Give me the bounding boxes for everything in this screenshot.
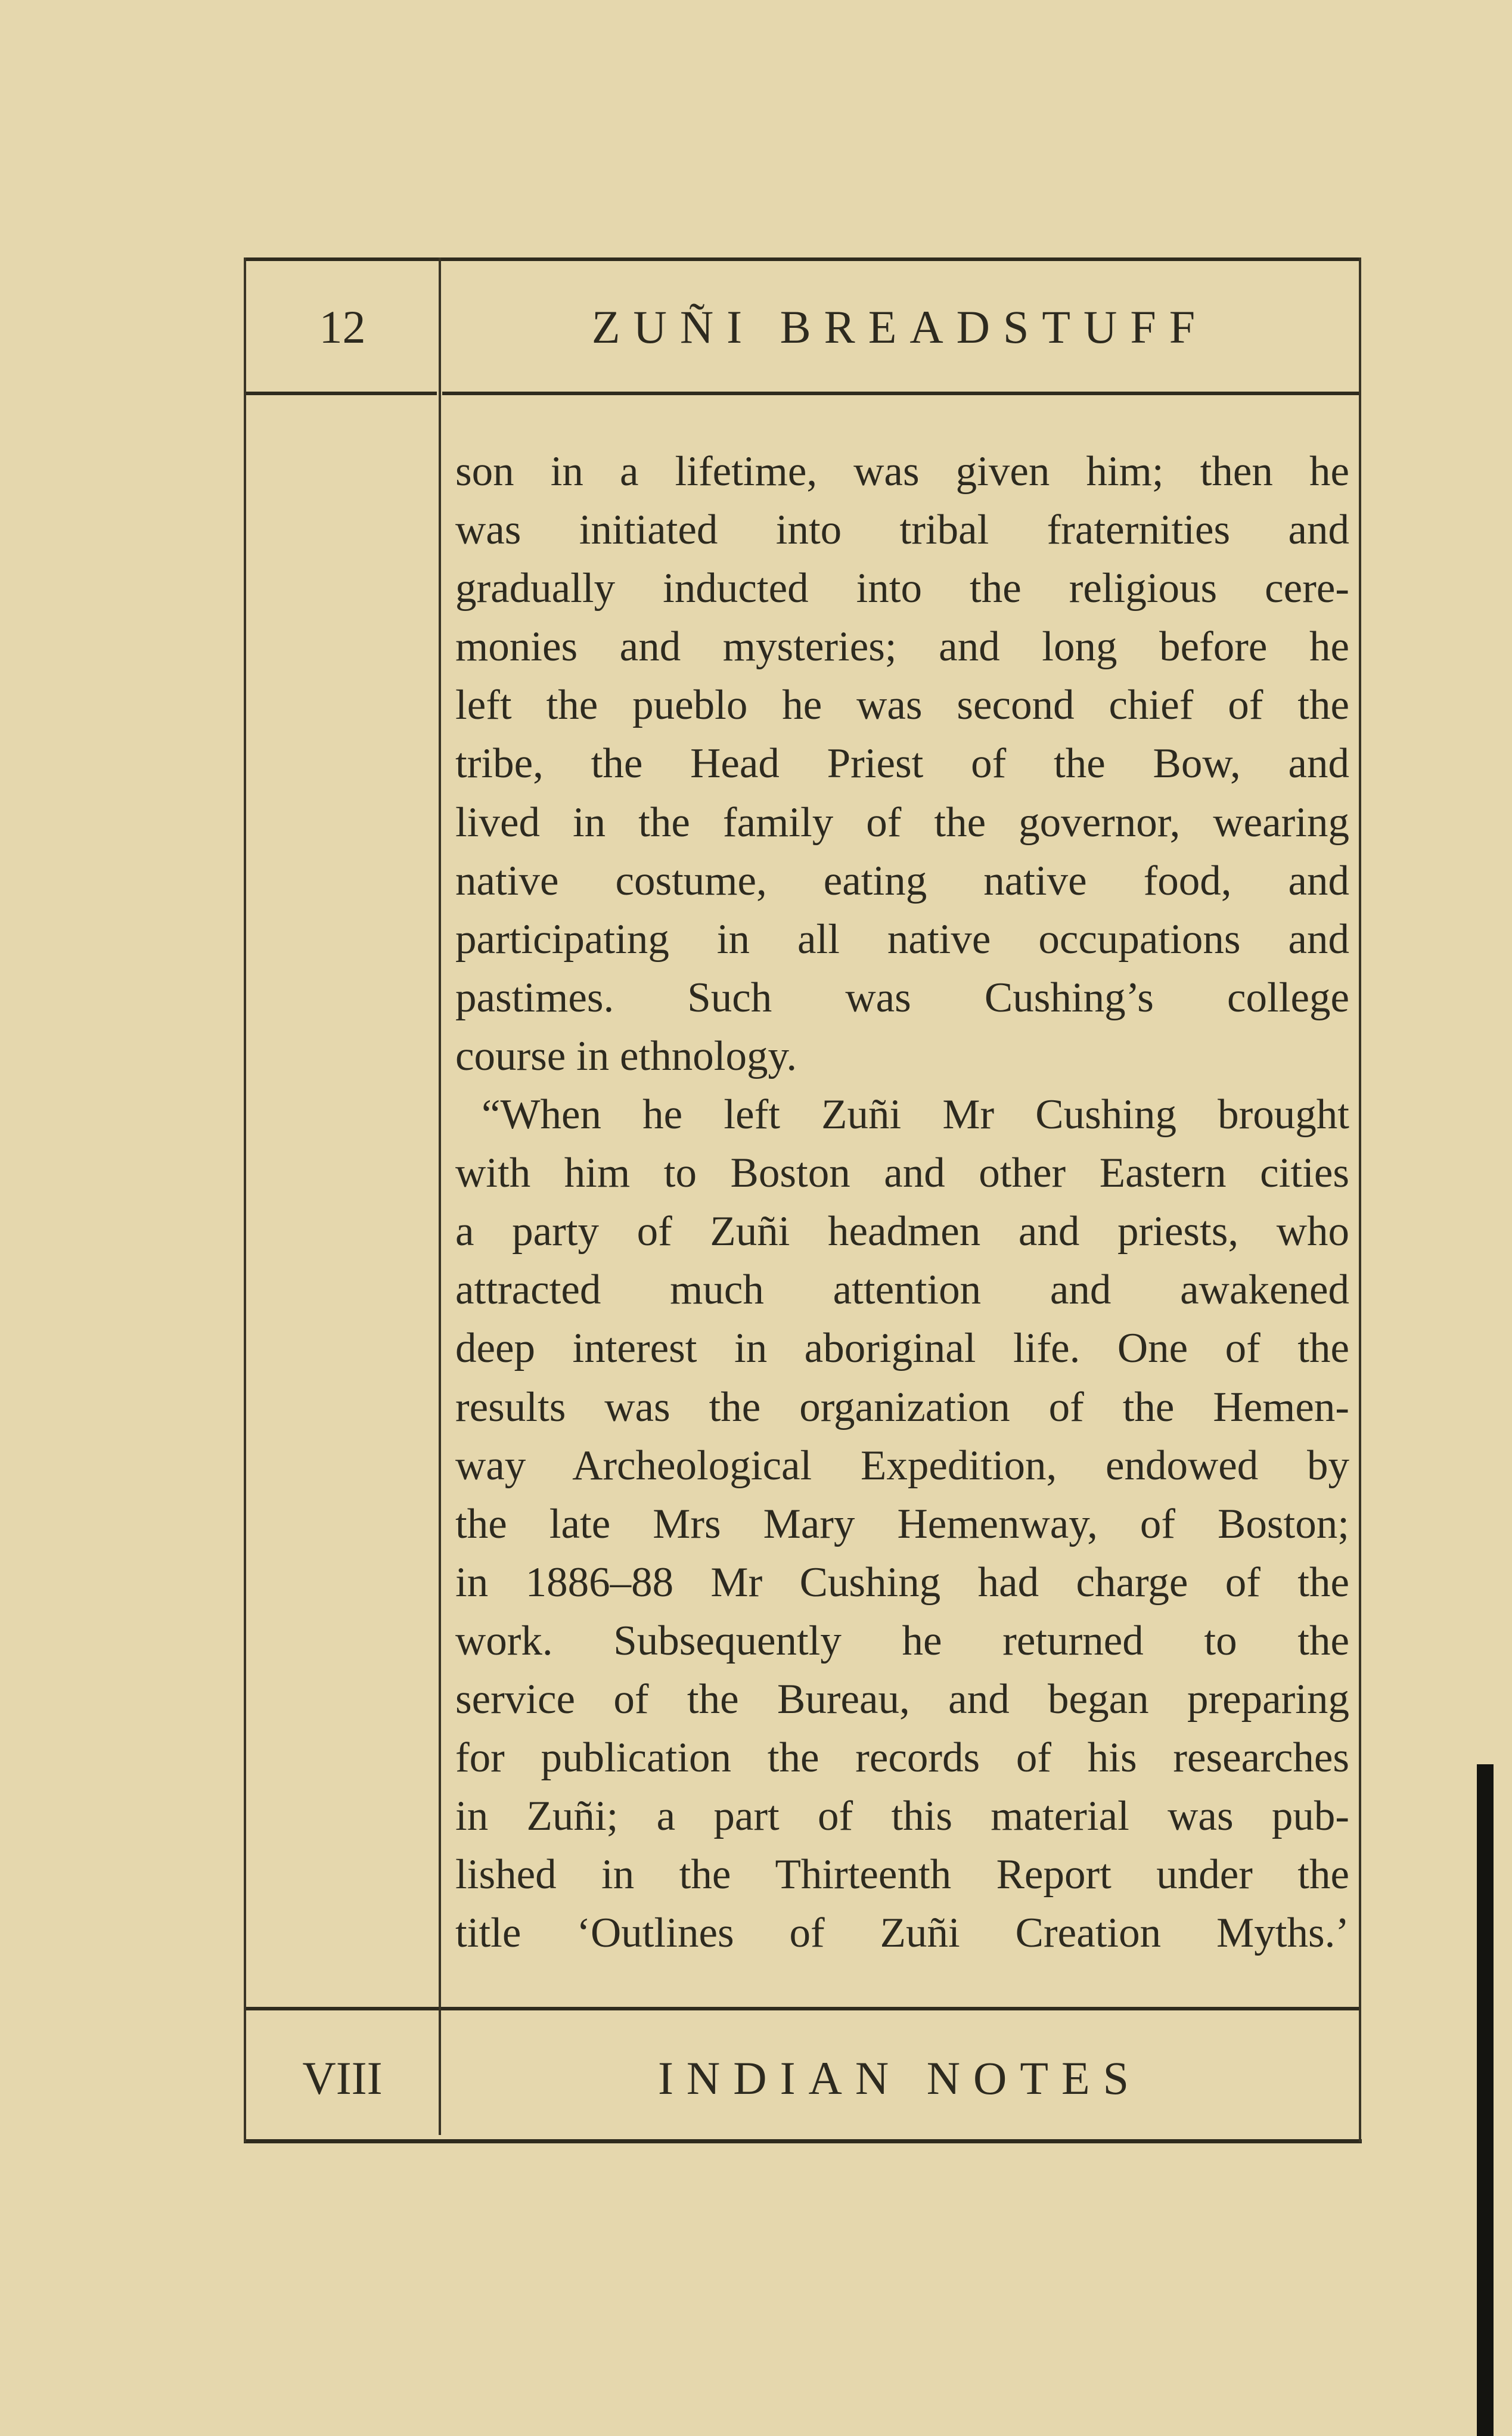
right-border (1359, 257, 1361, 2142)
text-line: native costume, eating native food, and (455, 857, 1349, 904)
text-line: for publication the records of his researches (455, 1734, 1349, 1782)
column-divider (439, 257, 441, 2135)
text-line: left the pueblo he was second chief of the (455, 682, 1349, 729)
text-line: work. Subsequently he returned to the (455, 1617, 1349, 1664)
text-line: title ‘Outlines of Zuñi Creation Myths.’ (455, 1910, 1349, 1957)
volume-number: VIII (302, 2052, 383, 2104)
text-line: deep interest in aboriginal life. One of the (455, 1325, 1349, 1372)
text-line: the late Mrs Mary Hemenway, of Boston; (455, 1500, 1349, 1547)
text-line: with him to Boston and other Eastern cities (455, 1150, 1349, 1197)
text-line: was initiated into tribal fraternities and (455, 507, 1349, 554)
text-line: course in ethnology. (455, 1032, 797, 1079)
text-line: son in a lifetime, was given him; then he (455, 448, 1349, 495)
text-line: gradually inducted into the religious cere- (455, 565, 1349, 612)
header-rule-left (244, 392, 437, 395)
series-title: INDIAN NOTES (657, 2052, 1142, 2104)
bottom-rule (244, 2139, 1362, 2143)
text-line: monies and mysteries; and long before he (455, 623, 1349, 671)
text-line: in 1886–88 Mr Cushing had charge of the (455, 1559, 1349, 1606)
running-title: ZUÑI BREADSTUFF (591, 301, 1209, 353)
text-line: a party of Zuñi headmen and priests, who (455, 1208, 1349, 1255)
body-text (455, 442, 1349, 1962)
text-line: participating in all native occupations and (455, 916, 1349, 963)
text-line: lived in the family of the governor, wearing (455, 799, 1349, 846)
text-line: in Zuñi; a part of this material was pub- (455, 1793, 1349, 1840)
text-line: results was the organization of the Hemen- (455, 1383, 1349, 1430)
text-line: pastimes. Such was Cushing’s college (455, 974, 1349, 1021)
header-rule-right (442, 392, 1359, 395)
text-line: lished in the Thirteenth Report under the (455, 1851, 1349, 1898)
left-border (244, 257, 246, 2142)
page-number: 12 (319, 301, 366, 353)
top-rule (244, 257, 1361, 261)
text-line: attracted much attention and awakened (455, 1267, 1349, 1314)
text-line: tribe, the Head Priest of the Bow, and (455, 740, 1349, 787)
footer-rule-top (244, 2007, 1361, 2010)
text-line: service of the Bureau, and began preparing (455, 1675, 1349, 1723)
book-spine-edge (1477, 1764, 1494, 2436)
text-line: “When he left Zuñi Mr Cushing brought (482, 1091, 1349, 1138)
text-line: way Archeological Expedition, endowed by (455, 1442, 1349, 1489)
